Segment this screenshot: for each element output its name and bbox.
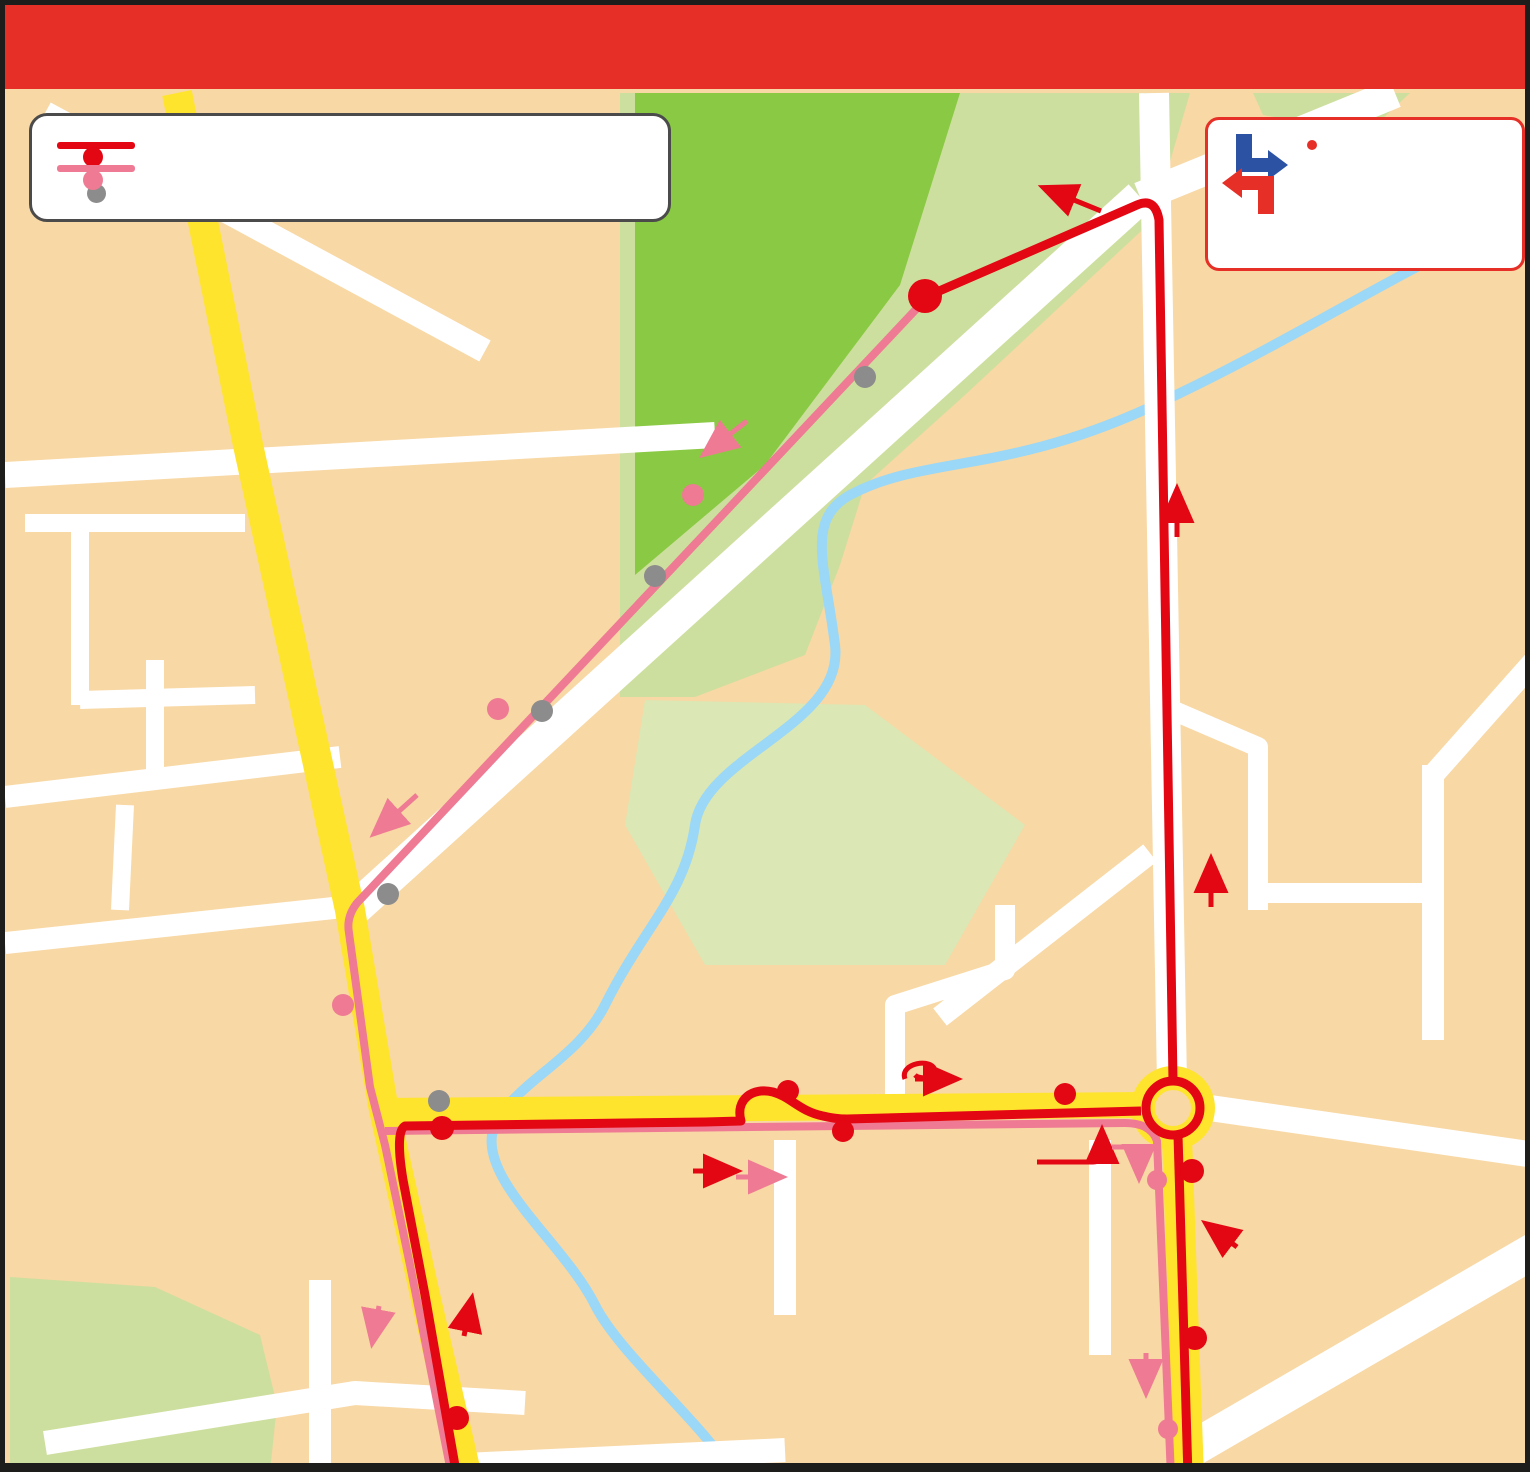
stop-dot-perzanowskiej-08 bbox=[1183, 1326, 1207, 1350]
stop-dot-gray-gombrowicza-04 bbox=[531, 700, 553, 722]
stop-dot-pink-ofiar-firleja-1 bbox=[682, 484, 704, 506]
red-route-marker-icon bbox=[40, 128, 152, 149]
header-bar bbox=[5, 5, 1525, 89]
legend-item-inactive-stop bbox=[40, 174, 654, 203]
stop-dot-pink-warszawska-08 bbox=[332, 994, 354, 1016]
stop-dot-jozefow-szpital-04 bbox=[777, 1080, 799, 1102]
stop-dot-warszawska-03 bbox=[430, 1116, 454, 1140]
legend-box bbox=[29, 113, 671, 222]
stop-dot-gray-warszawska-02 bbox=[377, 883, 399, 905]
legend-text-inactive-stop bbox=[152, 174, 654, 203]
stop-dot-mieszka-aleksandrowicza-10 bbox=[1180, 1159, 1204, 1183]
mzdik-logo-icon bbox=[1220, 130, 1292, 216]
stop-dot-firlej-cmentarz-05 bbox=[908, 279, 942, 313]
stop-dot-jozefowska-02 bbox=[1054, 1083, 1076, 1105]
legend-text-pink-route bbox=[152, 151, 654, 172]
stop-dot-pink-mieszka-2 bbox=[1158, 1419, 1178, 1439]
stop-dot-gray-cmentarz-08 bbox=[854, 366, 876, 388]
mzdik-logo-box bbox=[1205, 117, 1525, 271]
stop-dot-jozefow-szpital-01 bbox=[832, 1120, 854, 1142]
legend-text-red-route bbox=[152, 128, 654, 149]
legend-item-pink-route bbox=[40, 151, 654, 172]
stop-dot-pink-mieszka-1 bbox=[1147, 1170, 1167, 1190]
stop-dot-janiszewska-12 bbox=[445, 1406, 469, 1430]
logo-subtitle bbox=[1310, 222, 1514, 252]
legend-item-red-route bbox=[40, 128, 654, 149]
stop-dot-gray-barlickiego-06 bbox=[644, 565, 666, 587]
stop-dot-pink-gombrowicza bbox=[487, 698, 509, 720]
stop-dot-gray-warszawska-08 bbox=[428, 1090, 450, 1112]
